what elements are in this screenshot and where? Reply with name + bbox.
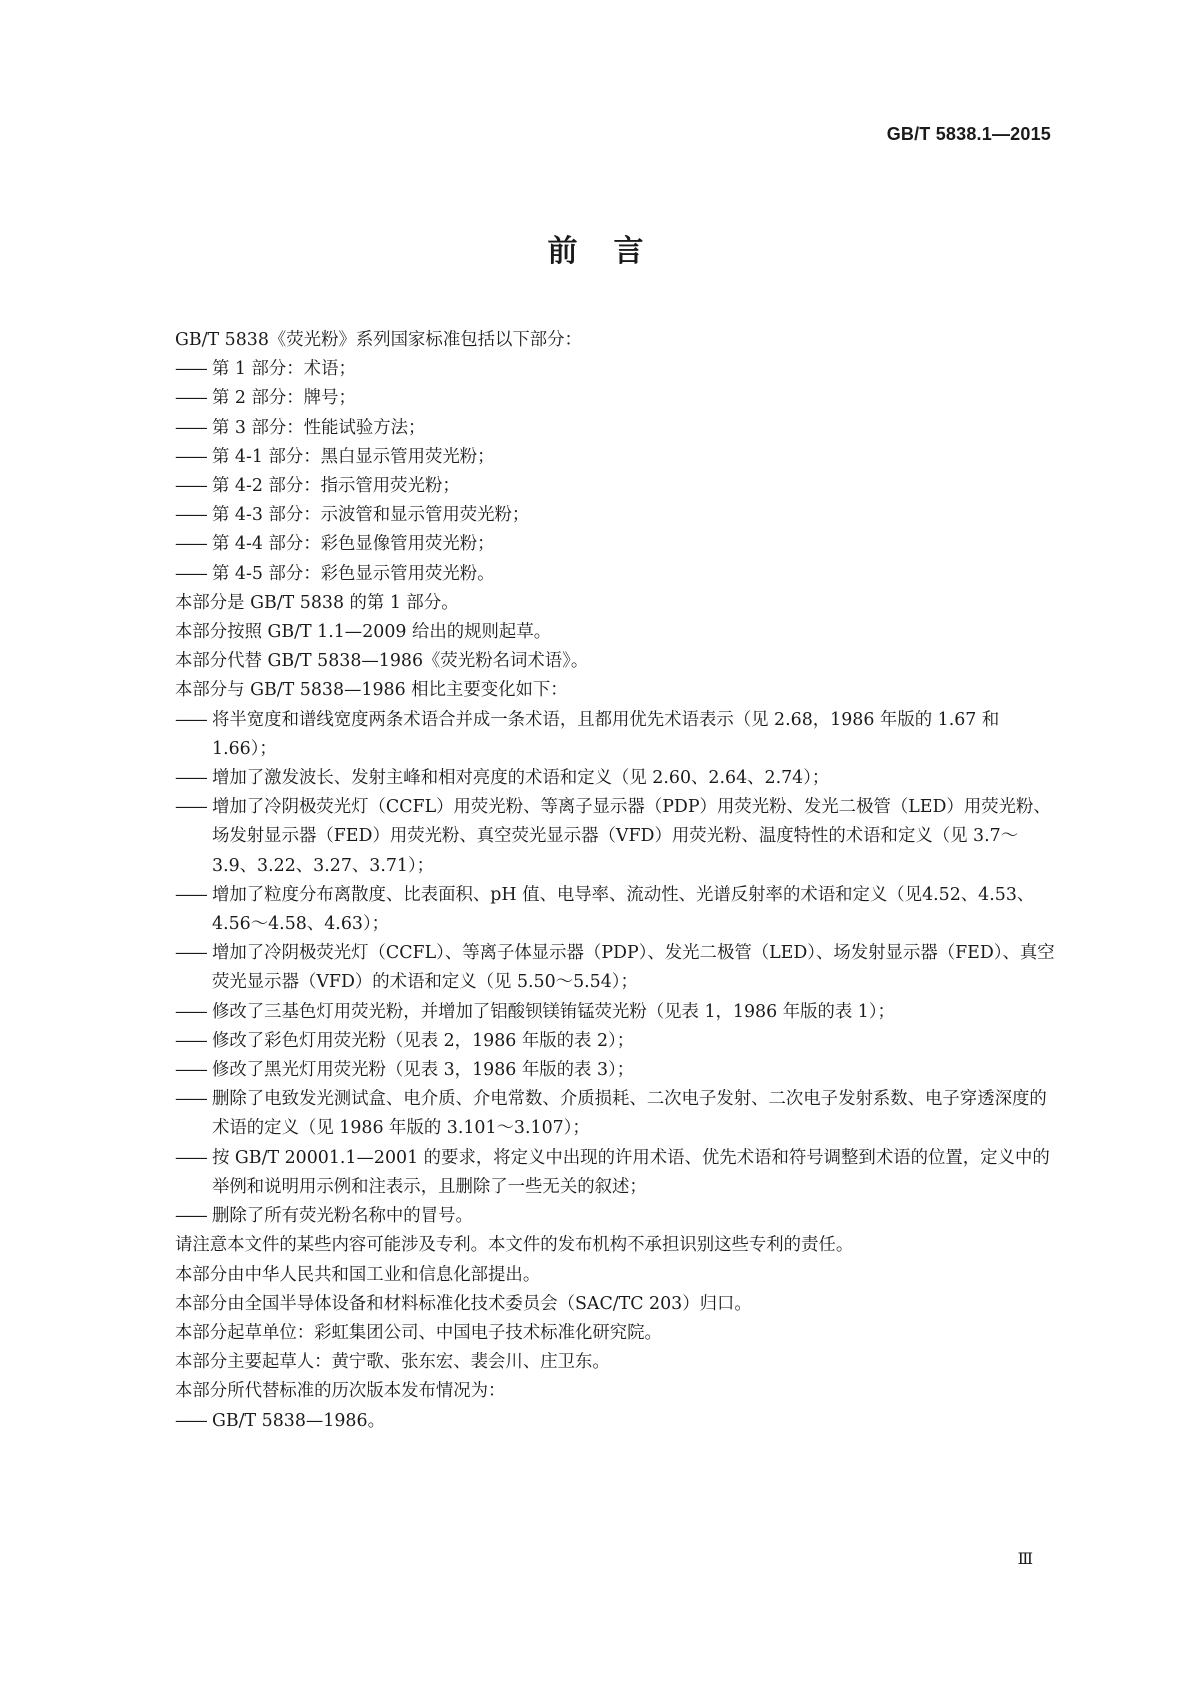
change-item: [175, 1202, 1061, 1231]
change-text: 修改了黑光灯用荧光粉（见表 3，1986 年版的表 3）；: [212, 1060, 635, 1081]
dash-marker: ——: [175, 1410, 206, 1431]
intro-paragraph: GB/T 5838《荧光粉》系列国家标准包括以下部分：: [175, 330, 582, 350]
change-text: 将半宽度和谱线宽度两条术语合并成一条术语，且都用优先术语表示（见 2.68，1986 年版的 1.67 和 1.66）；: [212, 709, 1000, 759]
closing-paragraph: 本部分所代替标准的历次版本发布情况为：: [175, 1381, 506, 1402]
change-item: [175, 1144, 1061, 1202]
part-item: [175, 560, 1061, 589]
dash-marker: ——: [175, 388, 206, 409]
change-text: 修改了三基色灯用荧光粉，并增加了铝酸钡镁铕锰荧光粉（见表 1，1986 年版的表 1）；: [212, 1001, 895, 1022]
history-text: GB/T 5838—1986。: [212, 1410, 385, 1431]
part-item: [175, 414, 1061, 443]
change-text: 增加了冷阴极荧光灯（CCFL）用荧光粉、等离子显示器（PDP）用荧光粉、发光二极管（LED）用荧光粉、场发射显示器（FED）用荧光粉、真空荧光显示器（VFD）用荧光粉、温度特性的术语和定义（见 3.7～3.9、3.22、3.27、3.71）；: [212, 797, 1051, 876]
change-text: 按 GB/T 20001.1—2001 的要求，将定义中出现的许用术语、优先术语和符号调整到术语的位置，定义中的举例和说明用示例和注表示，且删除了一些无关的叙述；: [212, 1147, 1050, 1197]
change-item: [175, 1056, 1061, 1085]
part-item: [175, 384, 1061, 413]
dash-marker: ——: [175, 534, 206, 555]
closing-paragraph: 请注意本文件的某些内容可能涉及专利。本文件的发布机构不承担识别这些专利的责任。: [175, 1235, 854, 1256]
dash-marker: ——: [175, 359, 206, 380]
part-item: [175, 472, 1061, 501]
standard-code: GB/T 5838.1—2015: [886, 124, 1051, 144]
closing-paragraph: 本部分由全国半导体设备和材料标准化技术委员会（SAC/TC 203）归口。: [175, 1293, 752, 1314]
part-text: 第 4-1 部分：黑白显示管用荧光粉；: [212, 446, 495, 467]
change-item: [175, 706, 1061, 764]
change-item: [175, 998, 1061, 1027]
dash-marker: ——: [175, 505, 206, 526]
dash-marker: ——: [175, 1206, 206, 1227]
page-number: Ⅲ: [1017, 1549, 1033, 1568]
dash-marker: ——: [175, 768, 206, 789]
change-text: 增加了粒度分布离散度、比表面积、pH 值、电导率、流动性、光谱反射率的术语和定义（见4.52、4.53、4.56～4.58、4.63）；: [212, 884, 1035, 935]
dash-marker: ——: [175, 1001, 206, 1022]
statement-paragraph: 本部分与 GB/T 5838—1986 相比主要变化如下：: [175, 680, 568, 701]
part-text: 第 3 部分：性能试验方法；: [212, 417, 426, 438]
dash-marker: ——: [175, 1030, 206, 1051]
statement-paragraph: 本部分是 GB/T 5838 的第 1 部分。: [175, 592, 459, 613]
dash-marker: ——: [175, 709, 206, 730]
dash-marker: ——: [175, 884, 206, 905]
change-text: 增加了激发波长、发射主峰和相对亮度的术语和定义（见 2.60、2.64、2.74）；: [212, 768, 830, 789]
dash-marker: ——: [175, 446, 206, 467]
part-text: 第 4-2 部分：指示管用荧光粉；: [212, 476, 460, 497]
dash-marker: ——: [175, 797, 206, 818]
closing-paragraph: 本部分起草单位：彩虹集团公司、中国电子技术标准化研究院。: [175, 1322, 662, 1343]
change-item: [175, 881, 1061, 939]
document-body: [175, 326, 1061, 1436]
change-text: 修改了彩色灯用荧光粉（见表 2，1986 年版的表 2）；: [212, 1030, 635, 1051]
dash-marker: ——: [175, 1147, 206, 1168]
part-text: 第 2 部分：牌号；: [212, 388, 356, 409]
dash-marker: ——: [175, 476, 206, 497]
change-text: 增加了冷阴极荧光灯（CCFL）、等离子体显示器（PDP）、发光二极管（LED）、场发射显示器（FED）、真空荧光显示器（VFD）的术语和定义（见 5.50～5.54）；: [212, 943, 1055, 993]
part-item: [175, 501, 1061, 530]
part-text: 第 4-4 部分：彩色显像管用荧光粉；: [212, 534, 495, 555]
change-item: [175, 1027, 1061, 1056]
change-item: [175, 1085, 1061, 1143]
dash-marker: ——: [175, 1060, 206, 1081]
dash-marker: ——: [175, 1089, 206, 1110]
page-title: 前言: [547, 234, 680, 269]
part-item: [175, 355, 1061, 384]
change-text: 删除了所有荧光粉名称中的冒号。: [212, 1206, 473, 1227]
closing-paragraph: 本部分主要起草人：黄宁歌、张东宏、裴会川、庄卫东。: [175, 1352, 610, 1373]
part-text: 第 4-5 部分：彩色显示管用荧光粉。: [212, 563, 495, 584]
part-item: [175, 530, 1061, 559]
part-item: [175, 443, 1061, 472]
statement-paragraph: 本部分按照 GB/T 1.1—2009 给出的规则起草。: [175, 622, 552, 643]
change-item: [175, 764, 1061, 793]
dash-marker: ——: [175, 943, 206, 964]
dash-marker: ——: [175, 563, 206, 584]
change-text: 删除了电致发光测试盒、电介质、介电常数、介质损耗、二次电子发射、二次电子发射系数、电子穿透深度的术语的定义（见 1986 年版的 3.101～3.107）；: [212, 1089, 1047, 1139]
part-text: 第 1 部分：术语；: [212, 359, 356, 380]
part-text: 第 4-3 部分：示波管和显示管用荧光粉；: [212, 505, 530, 526]
change-item: [175, 793, 1061, 881]
closing-paragraph: 本部分由中华人民共和国工业和信息化部提出。: [175, 1264, 541, 1285]
history-item: [175, 1407, 1061, 1436]
dash-marker: ——: [175, 417, 206, 438]
statement-paragraph: 本部分代替 GB/T 5838—1986《荧光粉名词术语》。: [175, 651, 589, 672]
change-item: [175, 939, 1061, 997]
